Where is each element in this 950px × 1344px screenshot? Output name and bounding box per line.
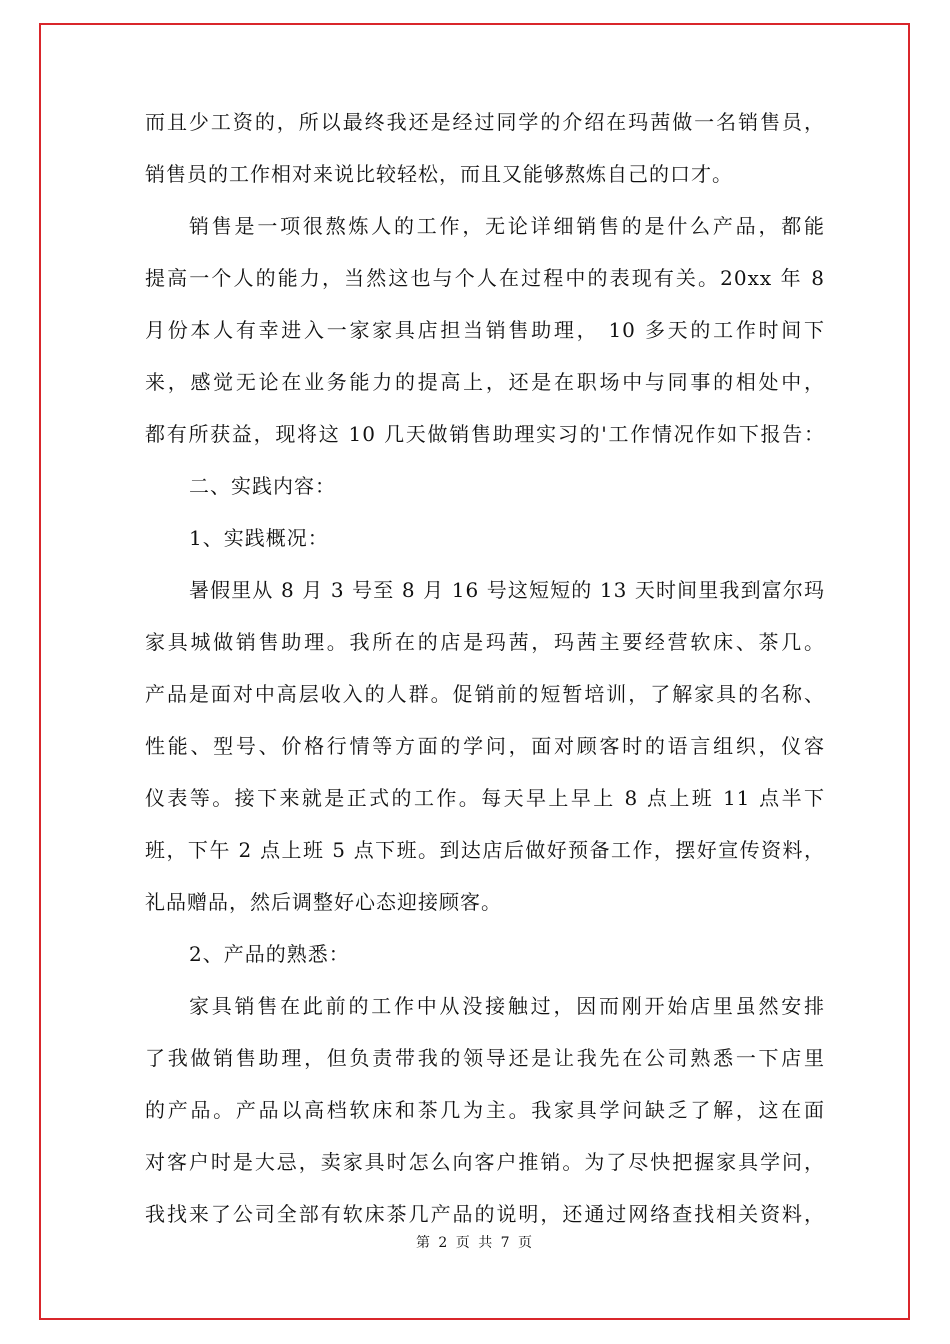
text-line: 家具城做销售助理。我所在的店是玛茜，玛茜主要经营软床、茶几。 bbox=[145, 630, 825, 654]
page-number-footer: 第 2 页 共 7 页 bbox=[415, 1235, 535, 1251]
text-line: 仪表等。接下来就是正式的工作。每天早上早上 8 点上班 11 点半下 bbox=[145, 786, 825, 810]
text-line: 销售是一项很熬炼人的工作，无论详细销售的是什么产品，都能 bbox=[189, 214, 825, 238]
text-line: 销售员的工作相对来说比较轻松，而且又能够熬炼自己的口才。 bbox=[145, 162, 733, 186]
document-body bbox=[145, 96, 825, 1240]
text-line: 的产品。产品以高档软床和茶几为主。我家具学问缺乏了解，这在面 bbox=[145, 1098, 825, 1122]
text-line: 班，下午 2 点上班 5 点下班。到达店后做好预备工作，摆好宣传资料， bbox=[145, 838, 825, 862]
text-line: 性能、型号、价格行情等方面的学问，面对顾客时的语言组织，仪容 bbox=[145, 734, 825, 758]
text-line: 月份本人有幸进入一家家具店担当销售助理， 10 多天的工作时间下 bbox=[145, 318, 825, 342]
text-line: 来，感觉无论在业务能力的提高上，还是在职场中与同事的相处中， bbox=[145, 370, 825, 394]
text-line: 对客户时是大忌，卖家具时怎么向客户推销。为了尽快把握家具学问， bbox=[145, 1150, 825, 1174]
text-line: 而且少工资的，所以最终我还是经过同学的介绍在玛茜做一名销售员， bbox=[145, 110, 825, 134]
text-line: 二、实践内容： bbox=[189, 474, 336, 498]
text-line: 1、实践概况： bbox=[189, 526, 329, 550]
text-line: 都有所获益，现将这 10 几天做销售助理实习的'工作情况作如下报告： bbox=[145, 422, 825, 446]
text-line: 家具销售在此前的工作中从没接触过，因而刚开始店里虽然安排 bbox=[189, 994, 825, 1018]
text-line: 提高一个人的能力，当然这也与个人在过程中的表现有关。20xx 年 8 bbox=[145, 266, 825, 290]
text-line: 了我做销售助理，但负责带我的领导还是让我先在公司熟悉一下店里 bbox=[145, 1046, 825, 1070]
text-line: 2、产品的熟悉： bbox=[189, 942, 350, 966]
text-line: 我找来了公司全部有软床茶几产品的说明，还通过网络查找相关资料， bbox=[145, 1202, 825, 1226]
text-line: 产品是面对中高层收入的人群。促销前的短暂培训，了解家具的名称、 bbox=[145, 682, 825, 706]
text-line: 礼品赠品，然后调整好心态迎接顾客。 bbox=[145, 890, 502, 914]
text-line: 暑假里从 8 月 3 号至 8 月 16 号这短短的 13 天时间里我到富尔玛 bbox=[189, 578, 825, 602]
